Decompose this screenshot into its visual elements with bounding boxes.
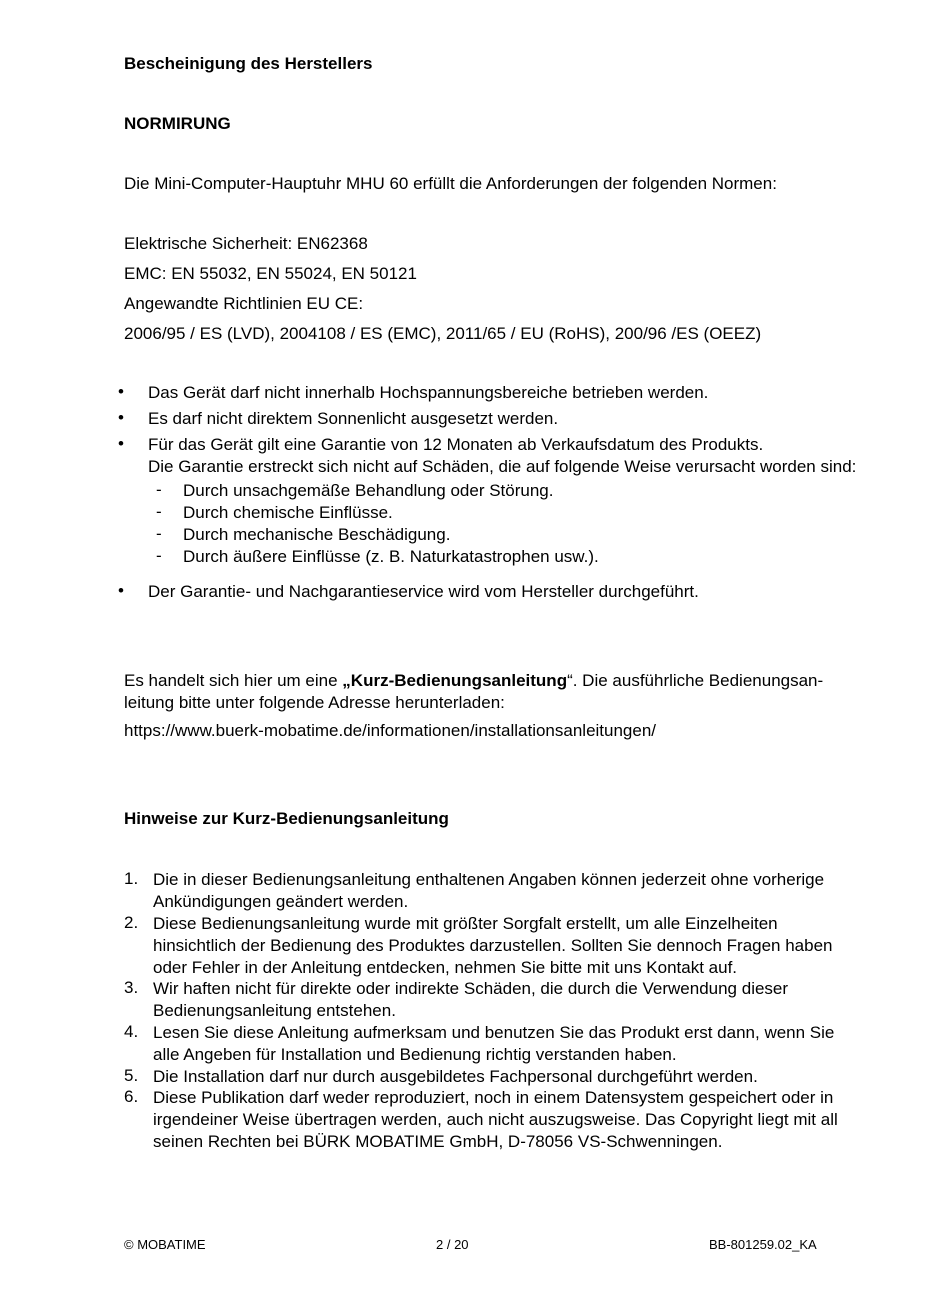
sub-item: Durch mechanische Beschädigung. bbox=[183, 525, 451, 544]
bullet-item: Es darf nicht direktem Sonnenlicht ausgesetzt werden. bbox=[148, 409, 559, 428]
list-item-line: oder Fehler in der Anleitung entdecken, nehmen Sie bitte mit uns Kontakt auf. bbox=[153, 958, 738, 977]
footer-page-number: 2 / 20 bbox=[436, 1237, 469, 1252]
normierung-intro: Die Mini-Computer-Hauptuhr MHU 60 erfüllt die Anforderungen der folgenden Normen: bbox=[124, 174, 777, 193]
list-item-line: alle Angeben für Installation und Bedienung richtig verstanden haben. bbox=[153, 1045, 677, 1064]
list-item-number: 4. bbox=[124, 1022, 139, 1041]
list-item-line: irgendeiner Weise übertragen werden, auch nicht auszugsweise. Das Copyright liegt mit all bbox=[153, 1110, 838, 1129]
short-manual-notice-bold: „Kurz-Bedienungsanleitung bbox=[342, 671, 568, 690]
dash-icon: - bbox=[156, 524, 162, 543]
bullet-item-continuation: Die Garantie erstreckt sich nicht auf Schäden, die auf folgende Weise verursacht worden sind: bbox=[148, 457, 857, 476]
list-item-line: seinen Rechten bei BÜRK MOBATIME GmbH, D-78056 VS-Schwenningen. bbox=[153, 1132, 723, 1151]
sub-item: Durch unsachgemäße Behandlung oder Störung. bbox=[183, 481, 554, 500]
bullet-icon: • bbox=[118, 408, 124, 427]
short-manual-notice-line2: leitung bitte unter folgende Adresse herunterladen: bbox=[124, 693, 505, 712]
sub-item: Durch äußere Einflüsse (z. B. Naturkatastrophen usw.). bbox=[183, 547, 599, 566]
bullet-icon: • bbox=[118, 434, 124, 453]
hints-heading: Hinweise zur Kurz-Bedienungsanleitung bbox=[124, 809, 449, 828]
bullet-icon: • bbox=[118, 382, 124, 401]
list-item-line: Diese Publikation darf weder reproduziert, noch in einem Datensystem gespeichert oder in bbox=[153, 1088, 834, 1107]
footer-document-id: BB-801259.02_KA bbox=[709, 1237, 817, 1252]
dash-icon: - bbox=[156, 546, 162, 565]
footer-copyright: © MOBATIME bbox=[124, 1237, 206, 1252]
bullet-item: Für das Gerät gilt eine Garantie von 12 Monaten ab Verkaufsdatum des Produkts. bbox=[148, 435, 764, 454]
norm-line-directives-label: Angewandte Richtlinien EU CE: bbox=[124, 294, 364, 313]
short-manual-notice-prefix: Es handelt sich hier um eine bbox=[124, 671, 343, 690]
sub-item: Durch chemische Einflüsse. bbox=[183, 503, 393, 522]
dash-icon: - bbox=[156, 502, 162, 521]
short-manual-notice-suffix: “. Die ausführliche Bedienungsan- bbox=[567, 671, 824, 690]
bullet-item: Der Garantie- und Nachgarantieservice wird vom Hersteller durchgeführt. bbox=[148, 582, 699, 601]
list-item-line: Die Installation darf nur durch ausgebildetes Fachpersonal durchgeführt werden. bbox=[153, 1067, 758, 1086]
manufacturer-certificate-heading: Bescheinigung des Herstellers bbox=[124, 54, 373, 73]
bullet-item: Das Gerät darf nicht innerhalb Hochspannungsbereiche betrieben werden. bbox=[148, 383, 709, 402]
list-item-line: Bedienungsanleitung entstehen. bbox=[153, 1001, 396, 1020]
list-item-line: Lesen Sie diese Anleitung aufmerksam und benutzen Sie das Produkt erst dann, wenn Sie bbox=[153, 1023, 835, 1042]
download-url-text[interactable]: https://www.buerk-mobatime.de/informationen/installationsanleitungen/ bbox=[124, 721, 657, 740]
list-item-number: 5. bbox=[124, 1066, 139, 1085]
norm-line-emc: EMC: EN 55032, EN 55024, EN 50121 bbox=[124, 264, 417, 283]
normierung-heading: NORMIRUNG bbox=[124, 114, 231, 133]
short-manual-notice-line1 bbox=[124, 670, 823, 691]
list-item-line: Die in dieser Bedienungsanleitung enthaltenen Angaben können jederzeit ohne vorherige bbox=[153, 870, 825, 889]
list-item-line: Diese Bedienungsanleitung wurde mit größter Sorgfalt erstellt, um alle Einzelheiten bbox=[153, 914, 778, 933]
list-item-number: 3. bbox=[124, 978, 139, 997]
norm-line-safety: Elektrische Sicherheit: EN62368 bbox=[124, 234, 368, 253]
list-item-line: Wir haften nicht für direkte oder indirekte Schäden, die durch die Verwendung dieser bbox=[153, 979, 789, 998]
list-item-number: 6. bbox=[124, 1087, 139, 1106]
list-item-line: Ankündigungen geändert werden. bbox=[153, 892, 409, 911]
norm-line-directives: 2006/95 / ES (LVD), 2004108 / ES (EMC), 2011/65 / EU (RoHS), 200/96 /ES (OEEZ) bbox=[124, 324, 762, 343]
dash-icon: - bbox=[156, 480, 162, 499]
list-item-line: hinsichtlich der Bedienung des Produktes darzustellen. Sollten Sie dennoch Fragen haben bbox=[153, 936, 833, 955]
list-item-number: 1. bbox=[124, 869, 139, 888]
bullet-icon: • bbox=[118, 581, 124, 600]
download-url-link[interactable] bbox=[124, 720, 656, 741]
list-item-number: 2. bbox=[124, 913, 139, 932]
